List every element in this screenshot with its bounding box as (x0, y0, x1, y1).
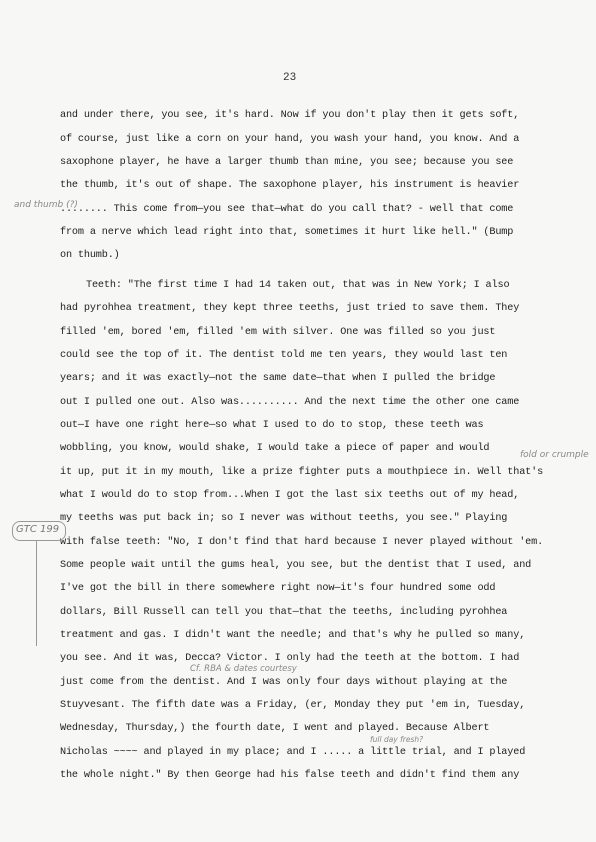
text-line: with false teeth: "No, I don't find that hard because I never played without 'em. (60, 537, 544, 548)
text-line: what I would do to stop from...When I got the last six teeths out of my head, (60, 490, 520, 501)
text-line: my teeths was put back in; so I never was without teeths, you see." Playing (60, 513, 508, 524)
text-line: years; and it was exactly—not the same date—that when I pulled the bridge (60, 373, 496, 384)
text-line: filled 'em, bored 'em, filled 'em with silver. One was filled so you just (60, 327, 496, 338)
text-line: and under there, you see, it's hard. Now if you don't play then it gets soft, (60, 110, 520, 121)
text-line: the whole night." By then George had his false teeth and didn't find them any (60, 770, 520, 781)
text-line: had pyrohhea treatment, they kept three teeths, just tried to save them. They (60, 303, 520, 314)
text-line: treatment and gas. I didn't want the needle; and that's why he pulled so many, (60, 630, 526, 641)
text-line: dollars, Bill Russell can tell you that—that the teeths, including pyrohhea (60, 607, 508, 618)
margin-note-full-day: full day fresh? (370, 735, 424, 744)
text-line: you see. And it was, Decca? Victor. I only had the teeth at the bottom. I had (60, 653, 520, 664)
text-line: I've got the bill in there somewhere right now—it's four hundred some odd (60, 583, 496, 594)
text-line: could see the top of it. The dentist told me ten years, they would last ten (60, 350, 508, 361)
text-line: of course, just like a corn on your hand, you wash your hand, you know. And a (60, 134, 520, 145)
text-line: out I pulled one out. Also was.......... And the next time the other one came (60, 397, 520, 408)
margin-code: GTC 199 (16, 524, 60, 535)
text-line: Teeth: "The first time I had 14 taken out, that was in New York; I also (86, 280, 510, 291)
text-line: Wednesday, Thursday,) the fourth date, I went and played. Because Albert (60, 723, 490, 734)
margin-note-record: Cf. RBA & dates courtesy (190, 664, 297, 674)
text-line: ........ This come from—you see that—what do you call that? - well that come (60, 204, 514, 215)
text-line: from a nerve which lead right into that, sometimes it hurt like hell." (Bump (60, 227, 514, 238)
text-line: Nicholas ~~~~ and played in my place; and I ..... a little trial, and I played (60, 747, 526, 758)
margin-bracket-line (36, 541, 37, 646)
text-line: wobbling, you know, would shake, I would take a piece of paper and would (60, 443, 490, 454)
text-line: just come from the dentist. And I was only four days without playing at the (60, 677, 508, 688)
text-line: out—I have one right here—so what I used to do to stop, these teeth was (60, 420, 484, 431)
margin-note-fold: fold or crumple (520, 450, 589, 460)
text-line: on thumb.) (60, 250, 120, 261)
text-line: the thumb, it's out of shape. The saxophone player, his instrument is heavier (60, 180, 520, 191)
text-line: it up, put it in my mouth, like a prize fighter puts a mouthpiece in. Well that's (60, 467, 544, 478)
page-number: 23 (283, 72, 297, 84)
text-line: Some people wait until the gums heal, you see, but the dentist that I used, and (60, 560, 532, 571)
margin-note-thumb: and thumb (?) (14, 200, 78, 210)
text-line: saxophone player, he have a larger thumb than mine, you see; because you see (60, 157, 514, 168)
text-line: Stuyvesant. The fifth date was a Friday, (er, Monday they put 'em in, Tuesday, (60, 700, 526, 711)
